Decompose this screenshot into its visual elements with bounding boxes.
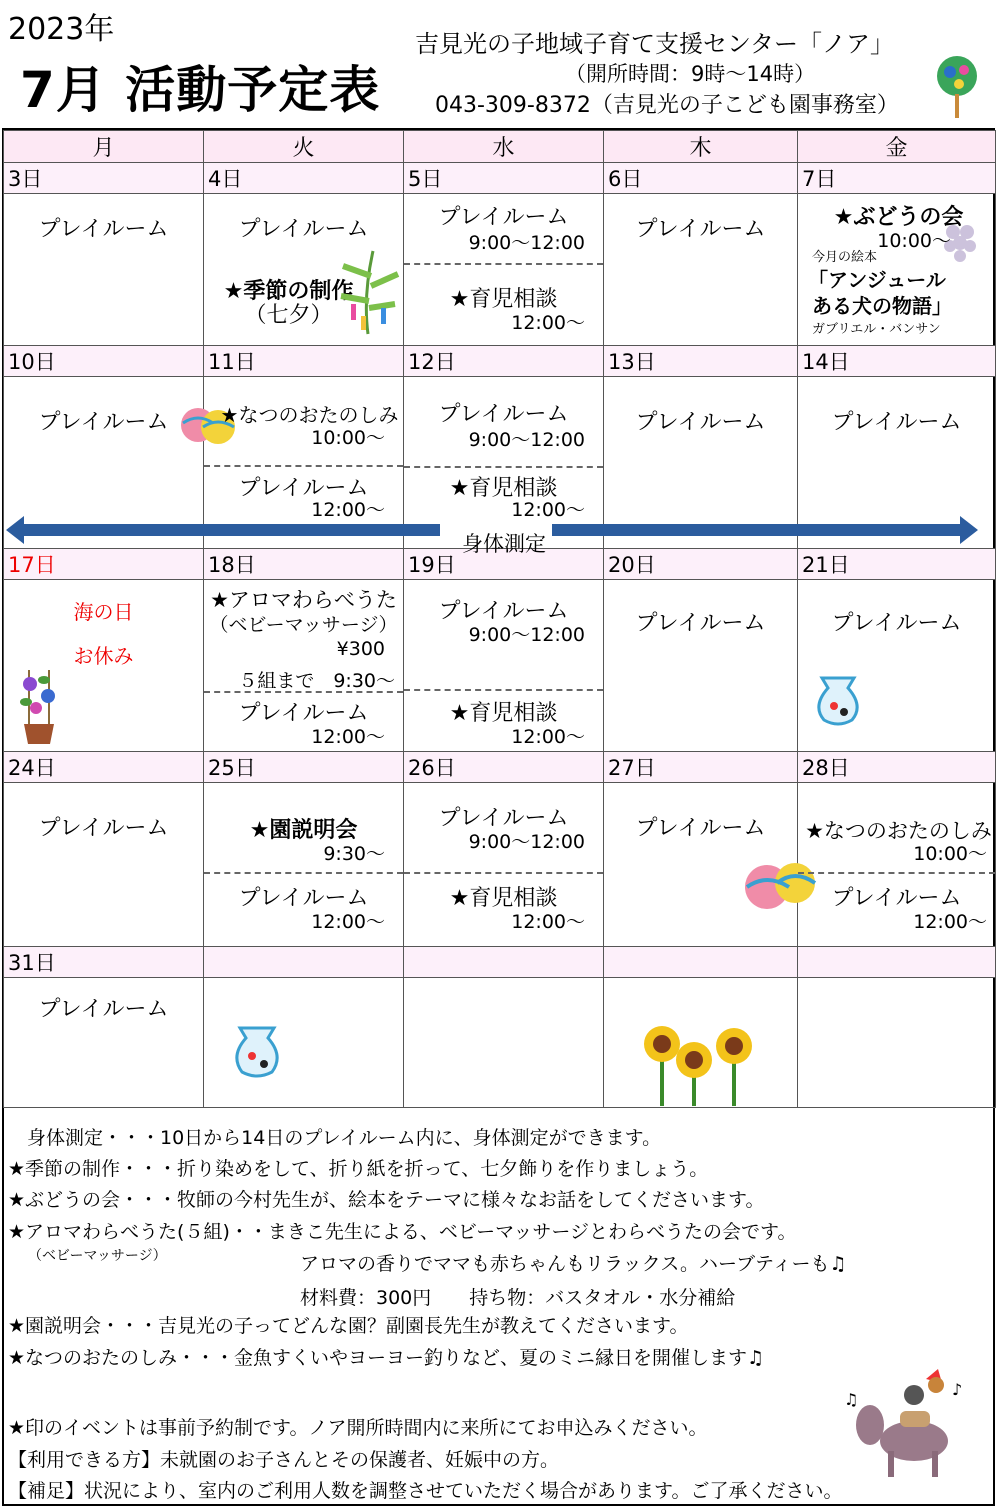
event-playroom: プレイルーム (635, 410, 766, 435)
date-cell: 10日 (4, 346, 204, 377)
event-time: 12:00～ (311, 911, 385, 933)
event-time: 12:00～ (913, 911, 987, 933)
event-aroma: ★アロマわらべうた (210, 588, 397, 612)
event-row (4, 978, 996, 1108)
event-playroom: プレイルーム (38, 997, 169, 1022)
note-line: ★園説明会・・・吉見光の子ってどんな園？副園長先生が教えてくださいます。 (8, 1315, 689, 1337)
divider (204, 465, 403, 467)
event-consultation: ★育児相談 (449, 886, 558, 911)
date-cell: 21日 (798, 549, 996, 580)
date-cell: 13日 (604, 346, 798, 377)
event-time: 9:00～12:00 (468, 429, 585, 451)
event-season-craft: ★季節の制作 (223, 279, 354, 304)
date-cell: 3日 (4, 163, 204, 194)
event-price: ¥300 (336, 638, 385, 660)
book-title: 「アンジュール (808, 268, 946, 292)
event-school-info: ★園説明会 (249, 818, 358, 843)
date-row (4, 163, 996, 194)
date-cell: 12日 (404, 346, 604, 377)
divider (204, 691, 403, 693)
event-row (4, 580, 996, 752)
event-consultation: ★育児相談 (449, 476, 558, 501)
event-playroom: プレイルーム (635, 611, 766, 636)
event-playroom: プレイルーム (438, 806, 569, 831)
event-time: 9:00～12:00 (468, 831, 585, 853)
event-playroom: プレイルーム (635, 816, 766, 841)
date-cell: 31日 (4, 947, 204, 978)
opening-hours: （開所時間：9時～14時） (565, 62, 816, 86)
note-line: ★ぶどうの会・・・牧師の今村先生が、絵本をテーマに様々なお話をしてくださいます。 (8, 1189, 765, 1211)
event-closed: お休み (73, 644, 134, 668)
page-title: 7月 活動予定表 (20, 61, 381, 119)
day-cell (204, 194, 404, 346)
event-playroom: プレイルーム (38, 816, 169, 841)
day-cell (204, 580, 404, 752)
book-title: ある犬の物語」 (812, 294, 952, 318)
event-playroom: プレイルーム (238, 476, 369, 501)
sunflower-icon (634, 1022, 764, 1106)
date-row (4, 346, 996, 377)
event-playroom: プレイルーム (38, 217, 169, 242)
calendar-table (3, 130, 996, 1108)
divider (204, 872, 403, 874)
event-time: 10:00～ (311, 427, 385, 449)
book-label: 今月の絵本 (812, 250, 878, 265)
uchiwa-fan-icon (932, 52, 982, 122)
note-line: アロマの香りでママも赤ちゃんもリラックス。ハーブティーも♫ (300, 1253, 847, 1275)
date-cell: 4日 (204, 163, 404, 194)
day-cell (604, 783, 798, 947)
date-cell: 5日 (404, 163, 604, 194)
event-time: 9:00～12:00 (468, 232, 585, 254)
event-time: 10:00～ (877, 230, 951, 252)
date-cell: 25日 (204, 752, 404, 783)
weekday-tue: 火 (204, 131, 404, 163)
event-time: 12:00～ (311, 726, 385, 748)
date-cell (404, 947, 604, 978)
date-cell: 18日 (204, 549, 404, 580)
date-cell: 28日 (798, 752, 996, 783)
divider (404, 466, 603, 468)
phone-number: 043-309-8372（吉見光の子こども園事務室） (435, 93, 899, 118)
event-playroom: プレイルーム (438, 402, 569, 427)
day-cell (798, 783, 996, 947)
day-cell (798, 580, 996, 752)
event-playroom: プレイルーム (238, 886, 369, 911)
note-line: 身体測定・・・10日から14日のプレイルーム内に、身体測定ができます。 (8, 1127, 662, 1149)
day-cell (4, 978, 204, 1108)
divider (798, 872, 995, 874)
event-playroom: プレイルーム (238, 701, 369, 726)
date-cell: 7日 (798, 163, 996, 194)
event-summer-fun: ★なつのおたのしみ (805, 819, 992, 843)
event-playroom: プレイルーム (38, 410, 169, 435)
event-consultation: ★育児相談 (449, 701, 558, 726)
weekday-thu: 木 (604, 131, 798, 163)
tanabata-bamboo-icon (333, 246, 403, 336)
event-playroom: プレイルーム (238, 217, 369, 242)
center-name: 吉見光の子地域子育て支援センター「ノア」 (415, 30, 895, 58)
day-cell (204, 978, 404, 1108)
date-row (4, 947, 996, 978)
divider (404, 872, 603, 874)
date-cell: 26日 (404, 752, 604, 783)
morning-glory-icon (14, 662, 64, 746)
event-time: 12:00～ (511, 312, 585, 334)
date-cell (798, 947, 996, 978)
event-marine-day: 海の日 (73, 600, 134, 624)
note-line: ★アロマわらべうた(５組)・・まきこ先生による、ベビーマッサージとわらべうたの会です。 (8, 1221, 797, 1243)
date-cell: 24日 (4, 752, 204, 783)
event-season-craft-sub: （七夕） (244, 303, 333, 328)
event-time: 12:00～ (511, 726, 585, 748)
day-cell (204, 783, 404, 947)
event-time: 9:00～12:00 (468, 624, 585, 646)
date-cell: 19日 (404, 549, 604, 580)
event-time: 12:00～ (511, 911, 585, 933)
day-cell (604, 580, 798, 752)
divider (404, 689, 603, 691)
day-cell (404, 978, 604, 1108)
day-cell (604, 194, 798, 346)
date-cell: 11日 (204, 346, 404, 377)
day-cell (604, 978, 798, 1108)
event-limit: ５組まで 9:30～ (238, 670, 395, 692)
note-line: ★印のイベントは事前予約制です。ノア開所時間内に来所にてお申込みください。 (8, 1417, 708, 1439)
event-time: 9:30～ (323, 843, 385, 865)
note-line: 【利用できる方】未就園のお子さんとその保護者、妊娠中の方。 (8, 1449, 560, 1471)
book-author: ガブリエル・バンサン (812, 322, 941, 337)
note-line: ★季節の制作・・・折り染めをして、折り紙を折って、七夕飾りを作りましょう。 (8, 1158, 709, 1180)
day-cell (404, 580, 604, 752)
day-cell (4, 783, 204, 947)
date-row (4, 752, 996, 783)
note-line: 【補足】状況により、室内のご利用人数を調整させていただく場合があります。ご了承ください。 (8, 1480, 843, 1502)
event-playroom: プレイルーム (438, 599, 569, 624)
event-row (4, 194, 996, 346)
event-grape-meeting: ★ぶどうの会 (833, 205, 964, 230)
event-playroom: プレイルーム (831, 410, 962, 435)
day-cell (798, 978, 996, 1108)
measurement-label: 身体測定 (462, 532, 546, 556)
event-time: 12:00～ (511, 499, 585, 521)
divider (404, 263, 603, 265)
day-cell (404, 783, 604, 947)
date-cell: 20日 (604, 549, 798, 580)
date-cell: 14日 (798, 346, 996, 377)
weekday-mon: 月 (4, 131, 204, 163)
goldfish-bag-icon (812, 668, 864, 728)
weekday-fri: 金 (798, 131, 996, 163)
event-time: 12:00～ (311, 499, 385, 521)
event-summer-fun: ★なつのおたのしみ (220, 403, 399, 427)
date-cell: 6日 (604, 163, 798, 194)
note-line-sub: （ベビーマッサージ） (28, 1248, 167, 1264)
day-cell (4, 580, 204, 752)
event-playroom: プレイルーム (831, 611, 962, 636)
svg-text:♪: ♪ (952, 1380, 963, 1399)
note-line: ★なつのおたのしみ・・・金魚すくいやヨーヨー釣りなど、夏のミニ縁日を開催します♫ (8, 1347, 765, 1369)
event-row (4, 783, 996, 947)
bremen-animals-icon (842, 1365, 972, 1481)
event-aroma-sub: （ベビーマッサージ） (209, 614, 398, 636)
weekday-wed: 水 (404, 131, 604, 163)
day-cell (798, 194, 996, 346)
svg-text:♫: ♫ (844, 1390, 859, 1409)
event-playroom: プレイルーム (438, 205, 569, 230)
event-time: 10:00～ (913, 843, 987, 865)
weekday-header-row (4, 131, 996, 163)
year-label: 2023年 (8, 12, 115, 47)
day-cell (404, 194, 604, 346)
event-consultation: ★育児相談 (449, 287, 558, 312)
note-line: 材料費：300円 持ち物：バスタオル・水分補給 (300, 1287, 736, 1309)
event-playroom: プレイルーム (635, 217, 766, 242)
date-cell (604, 947, 798, 978)
goldfish-bag-icon (230, 1018, 284, 1080)
date-cell: 27日 (604, 752, 798, 783)
event-playroom: プレイルーム (831, 886, 962, 911)
date-cell-holiday: 17日 (4, 549, 204, 580)
date-cell (204, 947, 404, 978)
